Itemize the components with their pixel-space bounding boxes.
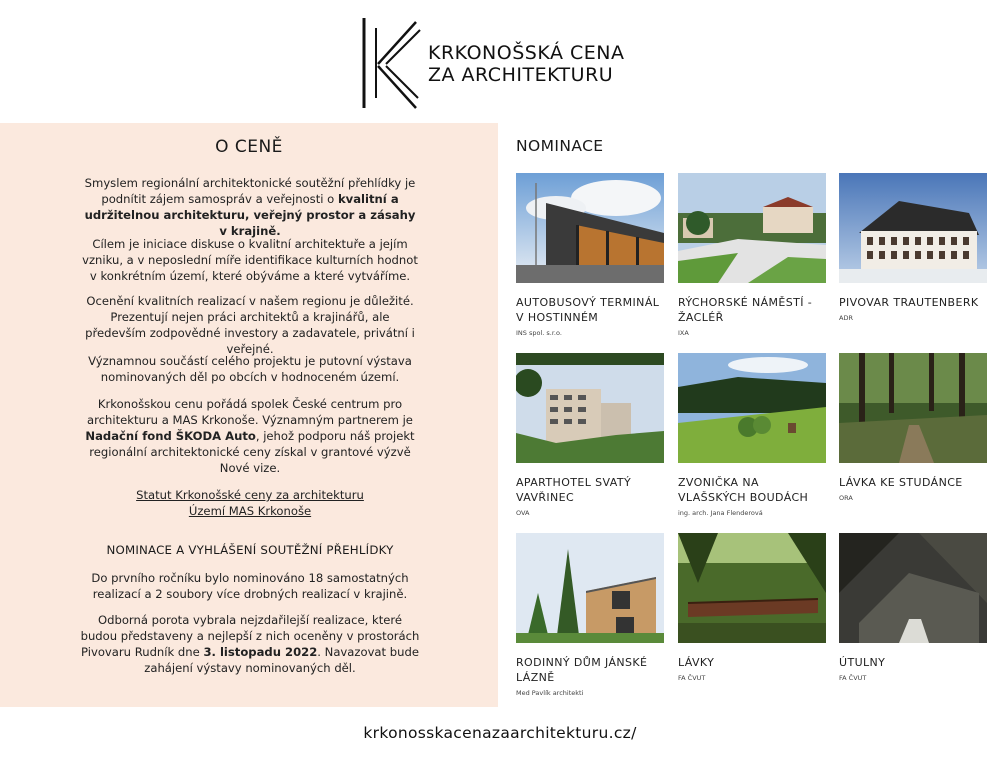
- about-subtitle: NOMINACE A VYHLÁŠENÍ SOUTĚŽNÍ PŘEHLÍDKY: [106, 543, 394, 557]
- about-p5-bold: Nadační fond ŠKODA Auto: [85, 429, 256, 443]
- k-monogram-icon: [358, 14, 428, 110]
- website-url[interactable]: krkonosskacenazaarchitekturu.cz/: [363, 724, 637, 742]
- nomination-name[interactable]: LÁVKY: [678, 656, 715, 669]
- about-paragraph-1: [80, 175, 420, 239]
- nomination-name[interactable]: RÝCHORSKÉ NÁMĚSTÍ - ŽACLÉŘ: [678, 296, 813, 324]
- statute-link[interactable]: Statut Krkonošské ceny za architekturu: [136, 488, 364, 502]
- rychorske-namesti-photo[interactable]: [678, 173, 826, 283]
- pivovar-trautenberk-photo[interactable]: [839, 173, 987, 283]
- nomination-name[interactable]: AUTOBUSOVÝ TERMINÁL V HOSTINNÉM: [516, 296, 660, 324]
- nomination-author: FA ČVUT: [839, 674, 867, 682]
- utulny-photo[interactable]: [839, 533, 987, 643]
- territory-link[interactable]: Území MAS Krkonoše: [188, 504, 312, 518]
- about-paragraph-4: Významnou součástí celého projektu je putovní výstava nominovaných děl po obcích v hodnoceném území.: [88, 354, 412, 384]
- about-paragraph-2: Cílem je iniciace diskuse o kvalitní architektuře a jejím vzniku, a v neposlední míře identifikace kulturních hodnot v konkrétním území, které obýváme a které vytváříme.: [82, 237, 418, 283]
- nomination-name[interactable]: APARTHOTEL SVATÝ VAVŘINEC: [516, 476, 632, 504]
- logo-line-1: KRKONOŠSKÁ CENA: [428, 42, 625, 64]
- nomination-card-pivovar-trautenberk[interactable]: [839, 173, 987, 323]
- logo-line-2: ZA ARCHITEKTURU: [428, 64, 614, 86]
- nomination-author: ORA: [839, 494, 853, 502]
- about-p5-text: Krkonošskou cenu pořádá spolek České centrum pro architekturu a MAS Krkonoše. Významným partnerem je: [87, 397, 413, 427]
- about-paragraph-7: [80, 612, 420, 676]
- nomination-card-zvonicka[interactable]: [678, 353, 826, 518]
- nomination-card-bus-terminal[interactable]: [516, 173, 664, 338]
- about-paragraph-6: Do prvního ročníku bylo nominováno 18 samostatných realizací a 2 soubory více drobných realizací v krajině.: [91, 571, 409, 601]
- nomination-author: Med Pavlík architekti: [516, 689, 584, 697]
- nomination-name[interactable]: PIVOVAR TRAUTENBERK: [839, 296, 979, 309]
- nomination-card-lavky[interactable]: [678, 533, 826, 683]
- nomination-card-aparthotel[interactable]: [516, 353, 664, 518]
- nomination-name[interactable]: ZVONIČKA NA VLAŠSKÝCH BOUDÁCH: [678, 476, 809, 504]
- zvonicka-photo[interactable]: [678, 353, 826, 463]
- nomination-author: OVA: [516, 509, 530, 517]
- nomination-author: IXA: [678, 329, 689, 337]
- nomination-author: ADR: [839, 314, 853, 322]
- lavka-ke-studance-photo[interactable]: [839, 353, 987, 463]
- about-paragraph-3: Ocenění kvalitních realizací v našem regionu je důležité. Prezentují nejen práci architektů a krajinářů, ale především zodpovědné investory a zadavatele, privátní i veřejné.: [85, 294, 415, 356]
- nomination-card-rodinny-dum[interactable]: [516, 533, 664, 698]
- nomination-author: FA ČVUT: [678, 674, 706, 682]
- about-paragraph-5: [80, 396, 420, 476]
- about-p1-bold: kvalitní a udržitelnou architekturu, veřejný prostor a zásahy v krajině.: [84, 192, 416, 238]
- about-p7-post: . Navazovat bude zahájení výstavy nominovaných děl.: [144, 645, 419, 675]
- about-p7-bold: 3. listopadu 2022: [203, 645, 318, 659]
- about-links: [80, 487, 420, 519]
- about-title: O CENĚ: [215, 137, 283, 157]
- nominations-title: NOMINACE: [516, 137, 604, 155]
- about-p7-text: Odborná porota vybrala nejzdařilejší realizace, které budou představeny a nejlepší z nich oceněny v prostorách Pivovaru Rudník dne: [80, 613, 420, 659]
- nomination-author: ing. arch. Jana Flenderová: [678, 509, 763, 517]
- logo-text: [428, 42, 624, 86]
- nomination-card-utulny[interactable]: [839, 533, 987, 683]
- aparthotel-photo[interactable]: [516, 353, 664, 463]
- about-p5-post: , jehož podporu náš projekt regionální architektonické ceny získal v grantové výzvě Nové vize.: [89, 429, 415, 475]
- nomination-name[interactable]: LÁVKA KE STUDÁNCE: [839, 476, 963, 489]
- nomination-card-lavka-ke-studance[interactable]: [839, 353, 987, 503]
- rodinny-dum-photo[interactable]: [516, 533, 664, 643]
- about-p1-text: Smyslem regionální architektonické soutěžní přehlídky je podnítit zájem samospráv a veřejnosti o: [84, 176, 416, 206]
- bus-terminal-photo[interactable]: [516, 173, 664, 283]
- nomination-name[interactable]: ÚTULNY: [839, 656, 886, 669]
- nomination-card-rychorske-namesti[interactable]: [678, 173, 826, 338]
- nomination-author: INS spol. s.r.o.: [516, 329, 562, 337]
- site-logo[interactable]: [358, 14, 658, 110]
- lavky-photo[interactable]: [678, 533, 826, 643]
- about-panel: [0, 123, 498, 707]
- nomination-name[interactable]: RODINNÝ DŮM JÁNSKÉ LÁZNĚ: [516, 656, 648, 684]
